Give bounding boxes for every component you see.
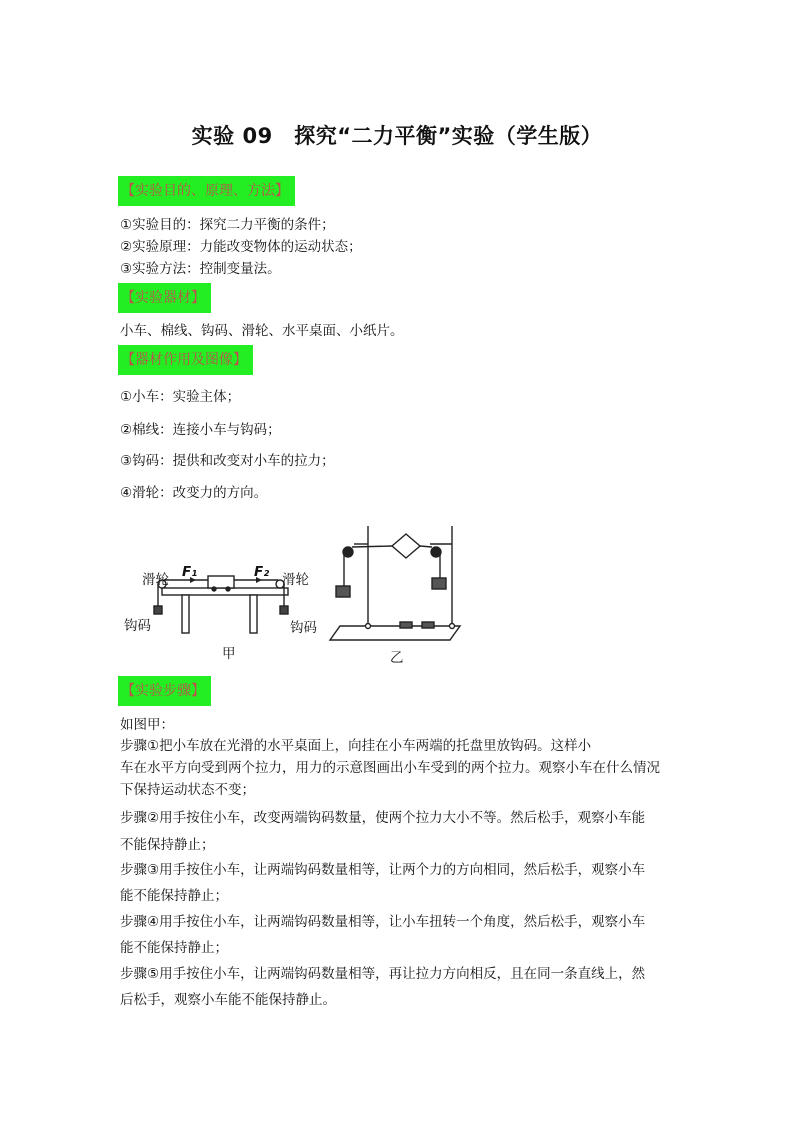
step-line: 步骤③用手按住小车，让两端钩码数量相等，让两个力的方向相同，然后松手，观察小车 [120,862,646,878]
step-line: 能不能保持静止； [120,888,228,904]
step-line: 步骤②用手按住小车，改变两端钩码数量，使两个拉力大小不等。然后松手，观察小车能 [120,810,646,826]
label-left-weight: 钩码 [124,618,151,634]
role-line: ④滑轮：改变力的方向。 [120,485,268,501]
step-line: 下保持运动状态不变； [120,782,255,798]
caption-figure-b: 乙 [390,650,404,666]
experiment-diagram [130,522,480,662]
step-line: 后松手，观察小车能不能保持静止。 [120,992,336,1008]
label-right-pulley: 滑轮 [282,572,309,588]
step-line: 步骤①把小车放在光滑的水平桌面上，向挂在小车两端的托盘里放钩码。这样小 [120,738,592,754]
role-line: ①小车：实验主体； [120,389,241,405]
section-heading-equipment: 【实验器材】 [118,283,211,313]
step-line: 如图甲： [120,717,174,733]
figure-a-apparatus [154,576,288,633]
step-line: 不能保持静止； [120,837,215,853]
section-heading-roles: 【器材作用及图像】 [118,345,253,375]
step-line: 能不能保持静止； [120,940,228,956]
figure-b-apparatus [330,526,460,640]
purpose-line: ③实验方法：控制变量法。 [120,261,281,277]
label-force-2: F₂ [254,564,270,580]
section-heading-purpose: 【实验目的、原理、方法】 [118,176,295,206]
label-left-pulley: 滑轮 [142,572,169,588]
experiment-figure [124,522,480,666]
role-line: ②棉线：连接小车与钩码； [120,422,281,438]
caption-figure-a: 甲 [222,646,236,662]
label-force-1: F₁ [182,564,198,580]
equipment-text: 小车、棉线、钩码、滑轮、水平桌面、小纸片。 [120,323,404,339]
role-line: ③钩码：提供和改变对小车的拉力； [120,453,335,469]
label-right-weight: 钩码 [290,620,317,636]
purpose-line: ①实验目的：探究二力平衡的条件； [120,217,335,233]
step-line: 步骤⑤用手按住小车，让两端钩码数量相等，再让拉力方向相反，且在同一条直线上，然 [120,966,646,982]
page-title: 实验 09 探究“二力平衡”实验（学生版） [191,124,603,148]
step-line: 步骤④用手按住小车，让两端钩码数量相等，让小车扭转一个角度，然后松手，观察小车 [120,914,646,930]
section-heading-steps: 【实验步骤】 [118,676,211,706]
purpose-line: ②实验原理：力能改变物体的运动状态； [120,239,362,255]
step-line: 车在水平方向受到两个拉力，用力的示意图画出小车受到的两个拉力。观察小车在什么情况 [120,760,660,776]
